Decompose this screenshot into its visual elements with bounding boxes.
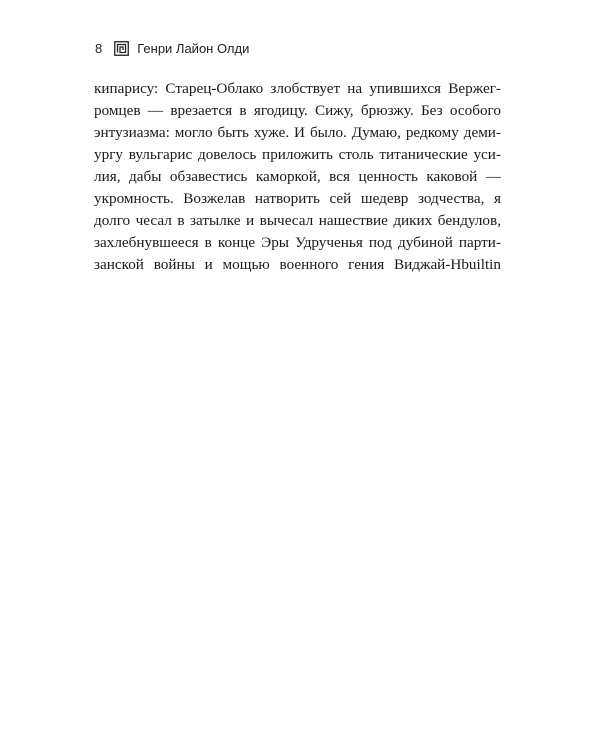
text-line: энтузиазма: могло быть хуже. И было. Думаю, редкому деми- [94,124,501,141]
meander-square-icon [114,41,129,56]
text-line: долго чесал в затылке и вычесал нашествие диких бендулов, [94,212,501,229]
text-line: ургу вульгарис довелось приложить столь титанические уси- [94,146,501,163]
text-line: лия, дабы обзавестись каморкой, вся ценность каковой — [94,168,501,185]
text-line: ромцев — врезается в ягодицу. Сижу, брюзжу. Без особого [94,102,501,119]
text-line: кипарису: Старец-Облако злобствует на упившихся Вержег- [94,80,501,97]
page-number: 8 [95,40,103,56]
text-line: занской войны и мощью военного гения Виджай-Нbuiltin [94,256,501,273]
text-line: укромность. Возжелав натворить сей шедевр зодчества, я [94,190,501,207]
text-line: захлебнувшееся в конце Эры Удрученья под дубиной парти- [94,234,501,251]
running-head [95,38,249,58]
author-name: Генри Лайон Олди [137,40,250,56]
body-text [94,78,501,276]
